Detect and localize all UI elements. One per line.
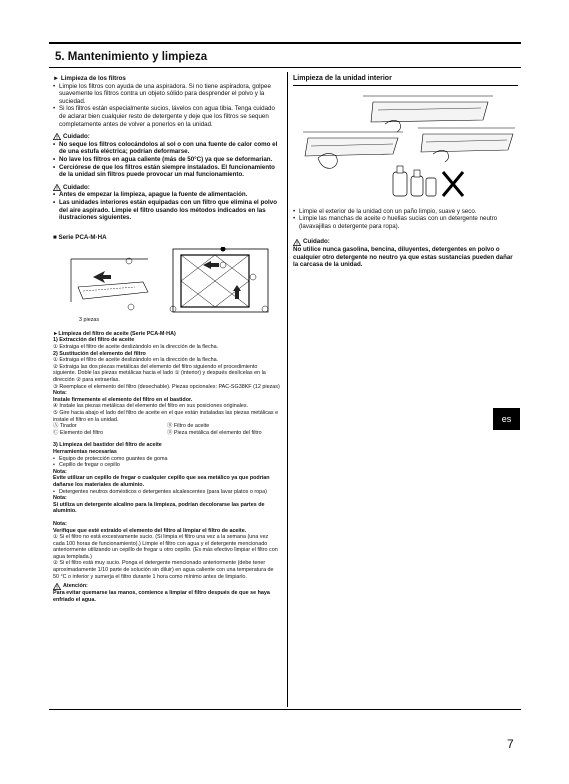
note-label: Nota: [53,495,67,502]
filters-item: • Si los filtros están especialmente sucios, lávelos con agua tibia. Tenga cuidado de aclarar bien cualquier resto de detergente y deje que los filtros se sequen completamente antes de volver a ponerlos en la unidad. [53,105,281,128]
tool-item: • Cepillo de fregar o cepillo [53,462,281,469]
note-label: Nota: [53,390,67,397]
oil-step-2: 2) Sustitución del elemento del filtro [53,350,146,357]
indoor-unit-illustration [293,92,518,202]
bottom-rule [49,709,521,710]
tools-label: Herramientas necesarias [53,448,117,455]
oil-step-text: ④ Instale las piezas metálicas del elemento del filtro en sus posiciones originales. [53,403,249,410]
indoor-clean-item: • Limpie las manchas de aceite o huellas sucias con un detergente neutro (lavavajillas o detergente para ropa). [293,215,518,230]
column-divider [287,72,288,707]
caution-item: • Antes de empezar la limpieza, apague la fuente de alimentación. [53,191,281,199]
caution-item: • No lave los filtros en agua caliente (más de 50°C) ya que se deformarian. [53,156,281,164]
caution-item: • Cerciórese de que los filtros están siempre instalados. El funcionamiento de la unidad sin filtros puede provocar un mal funcionamiento. [53,164,281,179]
oil-filter-section [53,331,281,604]
cleaning-step: ① Si el filtro no está excesivamente sucio. (Si limpia el filtro una vez a la semana (una vez cada 100 horas de funcionamiento).) Limpie el filtro con agua y el detergente mencionado anteriormente utilizando un cepillo de fregar u otro cepillo. (Es más efectivo limpiar el filtro con agua templada.) [53,534,278,560]
oil-filter-illustration [53,247,281,325]
detergent-item: • Detergentes neutros domésticos o detergentes alcalescentes (para lavar platos o ropa) [53,489,281,496]
warning-icon [293,239,301,246]
figure-caption: 3 piezas [79,317,100,324]
note-text: Evite utilizar un cepillo de fregar o cualquier cepillo que sea metálico ya que podrían dañarse los materiales de aluminio. [53,475,270,488]
warning-icon [53,583,61,590]
left-column [53,75,281,603]
legend-item: Ⓑ Filtro de aceite [167,423,210,430]
oil-step-text: ① Extraiga el filtro de aceite deslizándolo en la dirección de la flecha. [53,344,219,351]
oil-step-text: ① Extraiga el filtro de aceite deslizándolo en la dirección de la flecha. [53,357,219,364]
note-text: Si utiliza un detergente alcalino para la limpieza, podrían decolorarse las partes de aluminio. [53,501,265,515]
caution-item: • Las unidades interiores están equipadas con un filtro que elimina el polvo del aire aspirado. Limpie el filtro usando los métodos indicados en las ilustraciones siguientes. [53,199,281,222]
filters-item: • Limpie los filtros con ayuda de una aspiradora. Si no tiene aspiradora, golpee suavemente los filtros contra un objeto sólido para desprender el polvo y la suciedad. [53,83,281,106]
tool-item: • Equipo de protección como guantes de goma [53,456,281,463]
language-tab: es [493,408,520,430]
parts-legend [53,423,281,436]
oil-step-text: ⑤ Gire hacia abajo el lado del filtro de aceite en el que están instaladas las piezas metálicas e instale el filtro en la unidad. [53,410,279,423]
caution-item: • No seque los filtros colocándolos al sol o con una fuente de calor como el de una estufa eléctrica; podrían deformarse. [53,141,281,156]
legend-item: Ⓒ Elemento del filtro [53,429,104,436]
oil-step-text: ③ Reemplace el elemento del filtro (desechable). Piezas opcionales: PAC-SG38KF (12 piezas) [53,383,280,390]
indoor-unit-diagram [293,92,518,202]
oil-filter-diagram [53,247,281,317]
caution-block-1 [53,133,281,179]
filters-section [53,75,281,128]
page-title: 5. Mantenimiento y limpieza [55,51,208,63]
oil-step-text: ② Extraiga las dos piezas metálicas del elemento del filtro siguiendo el procedimiento siguiente. Doble las piezas metálicas hacia el lado ① (interior) y después deslícelas en la dirección ② para extraerlas. [53,363,266,384]
oil-heading: ►Limpieza del filtro de aceite (Serie PCA-M·HA) [53,330,176,337]
warning-icon [53,184,61,191]
caution-block-2 [53,184,281,222]
right-column [293,75,518,269]
note-text: Verifique que esté extraído el elemento del filtro al limpiar el filtro de aceite. [53,527,247,534]
caution-title: Cuidado: [63,133,90,141]
attention-title: Atención: [63,583,88,590]
series-label: ■ Serie PCA-M·HA [53,233,107,241]
legend-item: Ⓐ Tirador [53,423,77,430]
oil-step-1: 1) Extracción del filtro de aceite [53,337,135,344]
frame-cleaning-title: 3) Limpieza del bastidor del filtro de aceite [53,442,162,449]
note-label: Nota: [53,520,67,527]
filters-heading: ► Limpieza de los filtros [53,75,126,82]
legend-item: Ⓓ Pieza metálica del elemento del filtro [167,429,262,436]
caution-text: No utilice nunca gasolina, bencina, diluyentes, detergentes en polvo o cualquier otro detergente no neutro ya que estas sustancias pueden dañar la carcasa de la unidad. [293,245,513,269]
attention-text: Para evitar quemarse las manos, comience a limpiar el filtro después de que se haya enfriado el agua. [53,590,270,603]
caution-title: Cuidado: [63,183,90,191]
indoor-unit-cleaning-title: Limpieza de la unidad interior [293,75,518,86]
indoor-clean-item: • Limpie el exterior de la unidad con un paño limpio, suave y seco. [293,208,518,216]
page-number: 7 [507,737,514,751]
warning-icon [53,133,61,140]
note-text: Instale firmemente el elemento del filtro en el bastidor. [53,396,193,403]
caution-title: Cuidado: [303,238,330,246]
note-label: Nota: [53,468,67,475]
cleaning-step: ② Si el filtro está muy sucio. Ponga el detergente mencionado anteriormente (debe tener aproximadamente 1/10 parte de solución sin diluir) en agua caliente con una temperatura de 50 °C o inferior y sumerja el filtro durante 1 hora como mínimo antes de limpiarlo. [53,560,274,580]
